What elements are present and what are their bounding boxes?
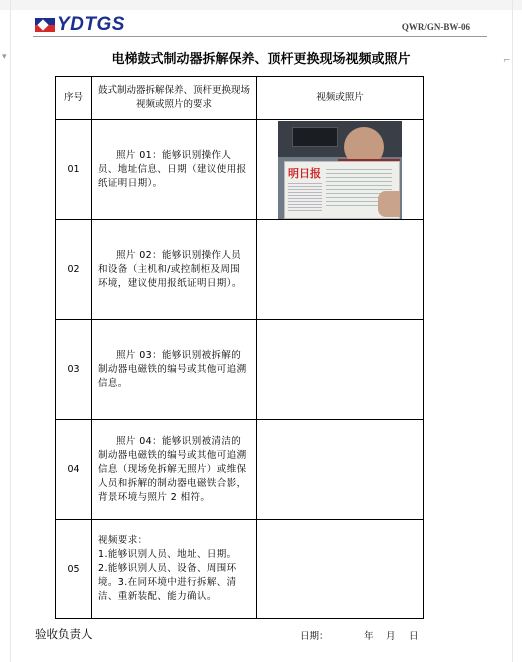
newspaper-masthead: 明日报 [288,166,321,180]
header-media: 视频或照片 [257,77,424,120]
row-media-cell[interactable] [257,520,424,619]
header-requirement: 鼓式制动器拆解保养、顶杆更换现场视频或照片的要求 [92,77,257,120]
header-seq: 序号 [56,77,92,120]
header-rule [33,36,487,37]
logo-text: YDTGS [57,14,125,35]
row-media-cell[interactable] [257,420,424,520]
row-requirement: 照片 01：能够识别操作人员、地址信息、日期（建议使用报纸证明日期）。 [92,120,257,220]
date-month-label: 月 [386,631,396,642]
inspector-label: 验收负责人 [35,627,93,641]
row-requirement: 照片 04：能够识别被清洁的制动器电磁铁的编号或其他可追溯信息（现场免拆解无照片）或维保人员和拆解的制动器电磁铁合影，背景环境与照片 2 相符。 [92,420,257,520]
logo-emblem-icon [35,18,55,32]
date-label: 日期： [300,631,329,642]
row-requirement [92,520,257,619]
row-media-cell[interactable] [257,320,424,420]
video-requirement-title: 视频要求： [98,535,148,546]
video-requirement-line: 1.能够识别人员、地址、日期。 [98,549,237,560]
margin-marker-right: ⌐ [503,56,511,66]
document-code: QWR/GN-BW-06 [401,22,470,32]
row-requirement: 照片 03：能够识别被拆解的制动器电磁铁的编号或其他可追溯信息。 [92,320,257,420]
row-seq: 03 [56,320,92,420]
left-margin-guide [10,0,11,662]
ruler-bar [0,0,522,10]
row-seq: 02 [56,220,92,320]
table-row [56,120,424,220]
company-logo [35,16,125,34]
row-seq: 04 [56,420,92,520]
table-row [56,520,424,619]
date-day-label: 日 [409,631,419,642]
margin-marker-left: ▾ [2,52,7,62]
row-seq: 01 [56,120,92,220]
row-seq: 05 [56,520,92,619]
table-row [56,220,424,320]
document-title: 电梯鼓式制动器拆解保养、顶杆更换现场视频或照片 [111,52,411,67]
evidence-photo [278,121,402,219]
date-year-label: 年 [364,631,374,642]
table-row [56,320,424,420]
row-media-cell [257,120,424,220]
table-header-row [56,77,424,120]
row-requirement: 照片 02：能够识别操作人员和设备（主机和/或控制柜及周围环境，建议使用报纸证明日期）。 [92,220,257,320]
row-media-cell[interactable] [257,220,424,320]
requirements-table [55,76,424,619]
right-margin-guide [512,0,513,662]
table-row [56,420,424,520]
video-requirement-line: 2.能够识别人员、设备、周围环境。3.在同环境中进行拆解、清洁、重新装配、能力确认。 [98,563,237,602]
